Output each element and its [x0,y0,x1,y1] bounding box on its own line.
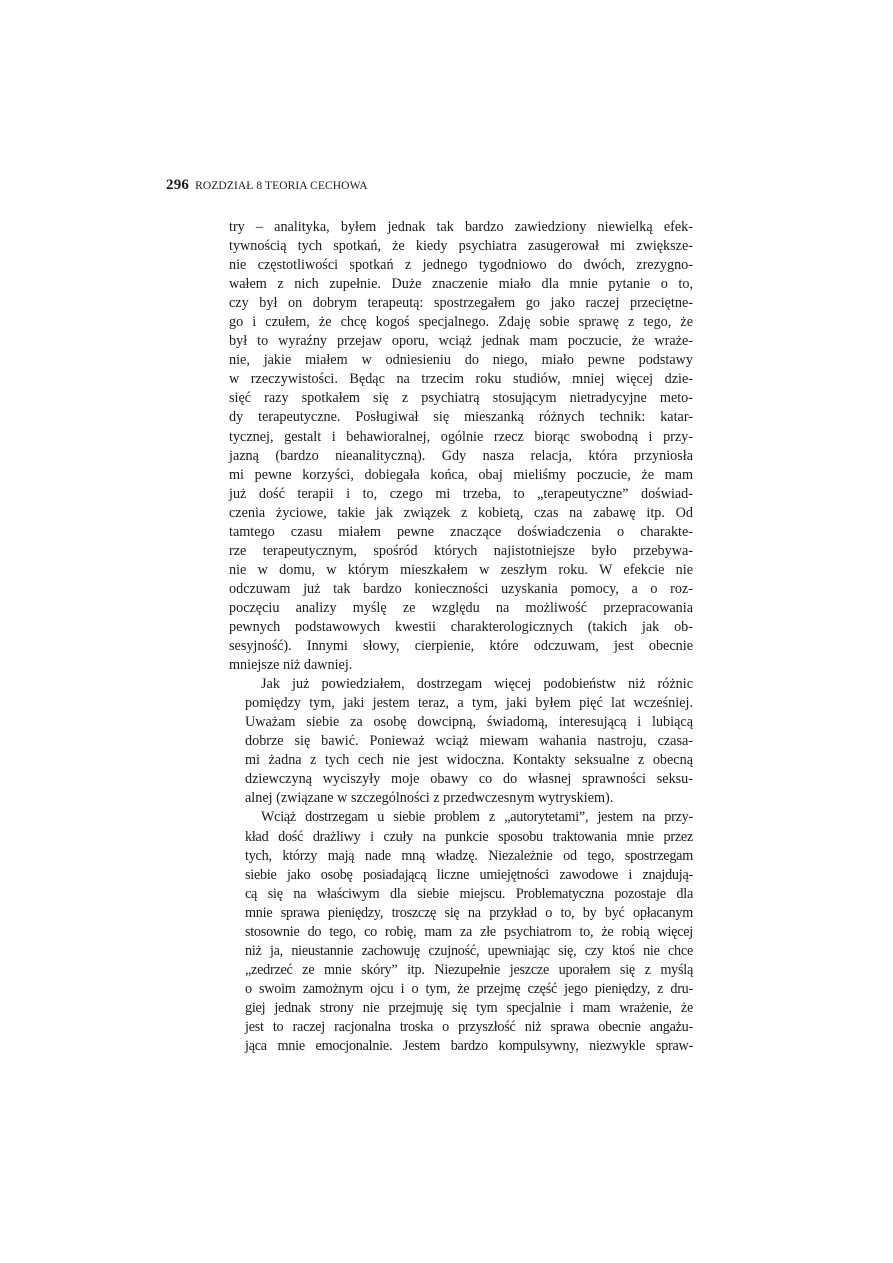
text-line: już dość terapii i to, czego mi trzeba, to „terapeutyczne” doświad- [229,485,693,502]
paragraph [229,808,693,1056]
page-number: 296 [166,177,190,193]
text-line: dy terapeutyczne. Posługiwał się mieszanką różnych technik: katar- [229,409,693,426]
text-line: alnej (związane w szczególności z przedwczesnym wytryskiem). [245,790,614,807]
text-line: tych, którzy mają nade mną władzę. Niezależnie od tego, spostrzegam [245,847,693,864]
text-line: czy był on dobrym terapeutą: spostrzegałem go jako raczej przeciętne- [229,295,693,312]
text-line: pomiędzy tym, jaki jestem teraz, a tym, jaki byłem pięć lat wcześniej. [245,695,693,712]
text-line: sesyjność). Innymi słowy, cierpienie, które odczuwam, jest obecnie [229,638,693,655]
text-line: mi pewne korzyści, dobiegała końca, obaj mieliśmy poczucie, że mam [229,466,693,483]
text-line: dziewczyną wyciszyły moje obawy co do własnej sprawności seksu- [245,771,693,788]
text-line: cą się na właściwym dla siebie miejscu. Problematyczna pozostaje dla [245,885,693,902]
text-line: tycznej, gestalt i behawioralnej, ogólnie rzecz biorąc swobodną i przy- [229,428,693,445]
text-line: nie w domu, w którym mieszkałem w zeszłym roku. W efekcie nie [229,561,693,578]
text-line: dobrze się bawić. Ponieważ wciąż miewam wahania nastroju, czasa- [245,733,693,750]
text-line: rze terapeutycznym, spośród których najistotniejsze było przebywa- [229,542,693,559]
running-head: ROZDZIAŁ 8 TEORIA CECHOWA [195,180,368,192]
text-line: nie częstotliwości spotkań z jednego tygodniowo do dwóch, zrezygno- [229,257,693,274]
text-line: pewnych podstawowych kwestii charakterologicznych (takich jak ob- [229,618,693,635]
paragraph [229,218,693,675]
paragraph [229,675,693,808]
text-line: mnie sprawa pieniędzy, troszczę się na przykład o to, by być opłacanym [245,904,693,921]
body-text [229,218,693,1056]
text-line: go i czułem, że chcę kogoś specjalnego. Zdaję sobie sprawę z tego, że [229,314,693,331]
text-line: odczuwam już tak bardzo konieczności uzyskania pomocy, a o roz- [229,580,693,597]
text-line: tamtego czasu miałem pewne znaczące doświadczenia o charakte- [229,523,693,540]
text-line: był to wyraźny przejaw oporu, wciąż jednak mam poczucie, że wraże- [229,333,693,350]
text-line: poczęciu analizy myślę ze względu na możliwość przepracowania [229,599,693,616]
text-line: czenia życiowe, takie jak związek z kobietą, czas na zabawę itp. Od [229,504,693,521]
text-line: jąca mnie emocjonalnie. Jestem bardzo kompulsywny, niezwykle spraw- [245,1038,693,1055]
text-line: Wciąż dostrzegam u siebie problem z „autorytetami”, jestem na przy- [261,809,693,826]
text-line: w rzeczywistości. Będąc na trzecim roku studiów, mniej więcej dzie- [229,371,693,388]
text-line: giej jednak strony nie przejmuję się tym specjalnie i mam wrażenie, że [245,999,693,1016]
text-line: stosownie do tego, co robię, mam za złe psychiatrom to, że robią więcej [245,923,693,940]
text-line: siebie jako osobę posiadającą liczne umiejętności zawodowe i znajdują- [245,866,693,883]
text-line: Uważam siebie za osobę dowcipną, świadomą, interesującą i lubiącą [245,714,693,731]
text-line: mniejsze niż dawniej. [229,657,353,674]
text-line: o swoim zamożnym ojcu i o tym, że przejmę część jego pieniędzy, z dru- [245,980,693,997]
text-line: nie, jakie miałem w odniesieniu do niego, miało pewne podstawy [229,352,693,369]
text-line: „zedrzeć ze mnie skóry” itp. Niezupełnie jeszcze uporałem się z myślą [245,961,693,978]
text-line: Jak już powiedziałem, dostrzegam więcej podobieństw niż różnic [261,676,693,693]
text-line: jest to raczej racjonalna troska o przyszłość niż sprawa obecnie angażu- [245,1018,693,1035]
text-line: sięć razy spotkałem się z psychiatrą stosującym nietradycyjne meto- [229,390,693,407]
text-line: mi żadna z tych cech nie jest widoczna. Kontakty seksualne z obecną [245,752,693,769]
text-line: jazną (bardzo nieanalityczną). Gdy nasza relacja, która przyniosła [229,447,693,464]
text-line: try – analityka, byłem jednak tak bardzo zawiedziony niewielką efek- [229,219,693,235]
running-header [166,176,368,194]
text-line: wałem z nich zupełnie. Duże znaczenie miało dla mnie pytanie o to, [229,276,693,293]
text-line: niż ja, nieustannie zachowuję czujność, upewniając się, czy ktoś nie chce [245,942,693,959]
text-line: kład dość drażliwy i czuły na punkcie sposobu traktowania mnie przez [245,828,693,845]
text-line: tywnością tych spotkań, że kiedy psychiatra zasugerował mi zwiększe- [229,238,693,255]
